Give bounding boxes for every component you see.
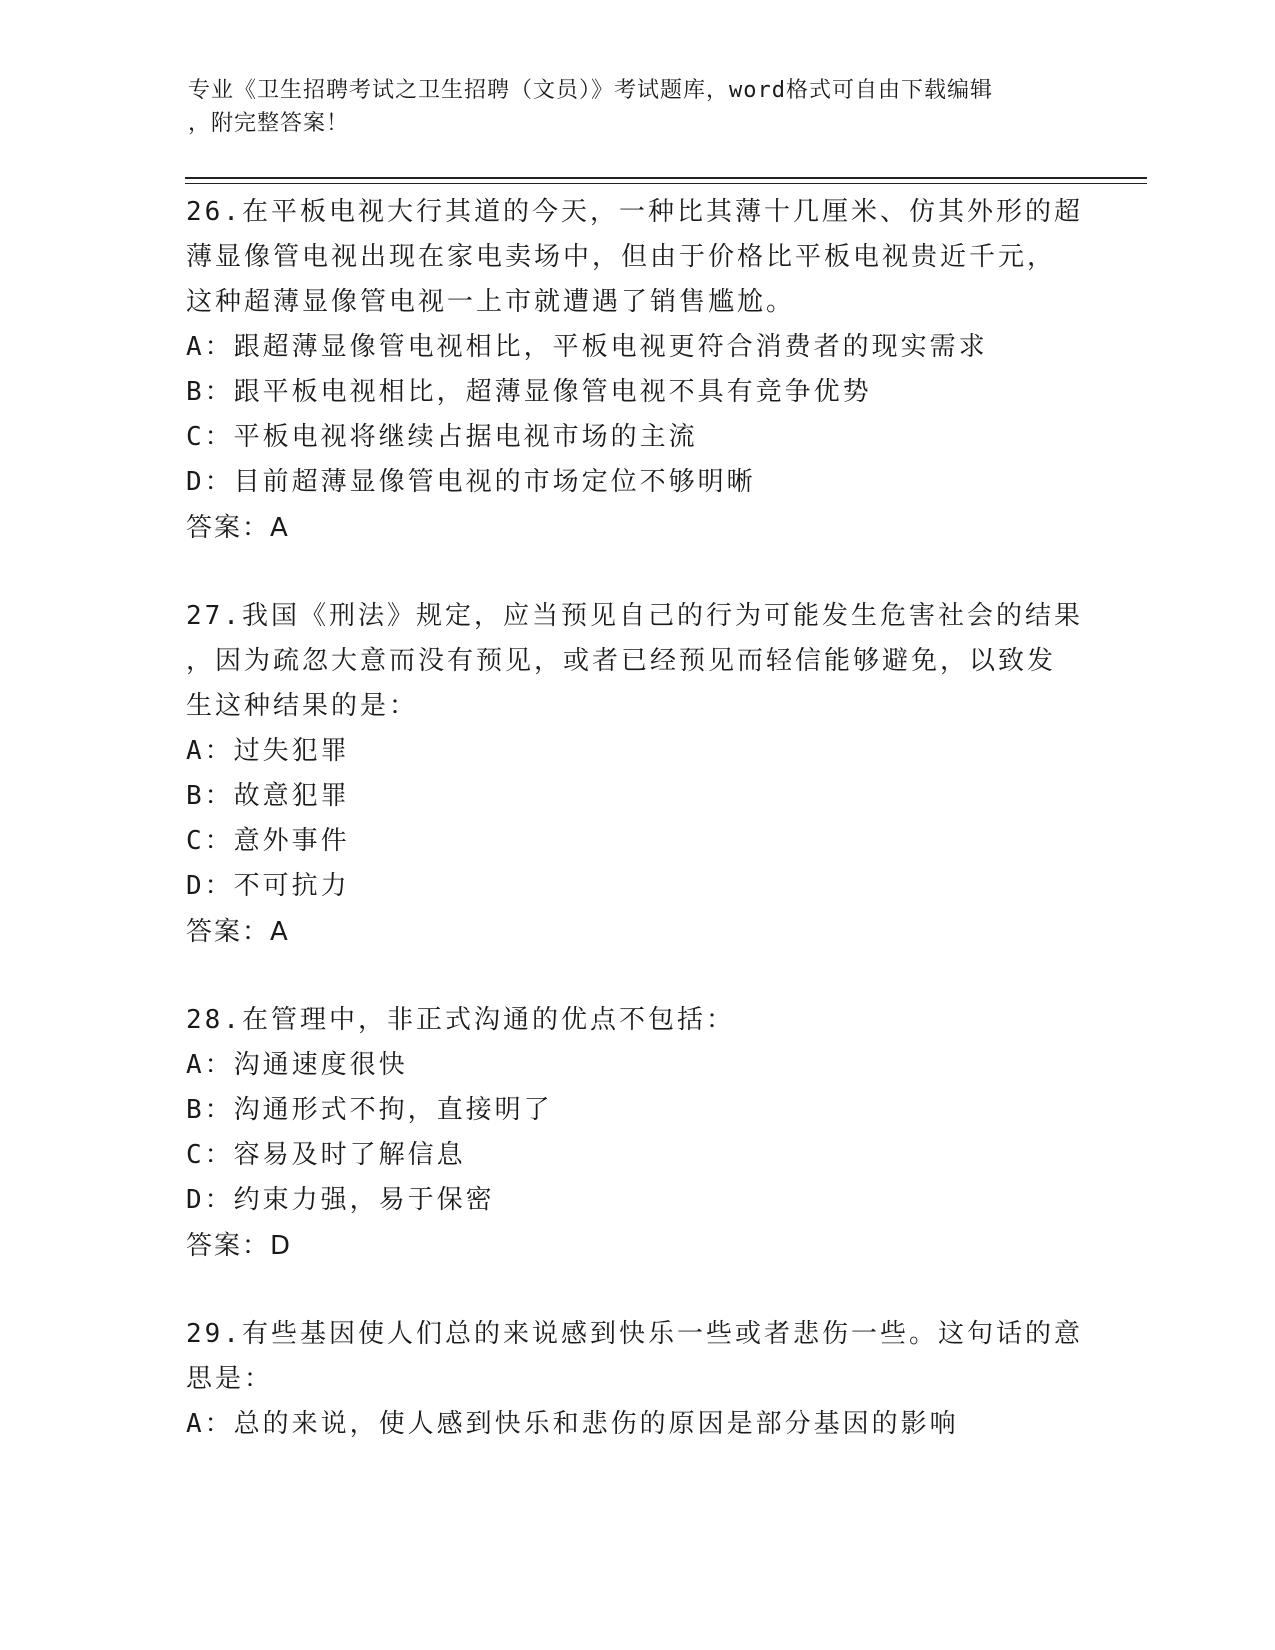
question-stem-line: 29.有些基因使人们总的来说感到快乐一些或者悲伤一些。这句话的意 [186, 1319, 1083, 1349]
question-stem-line: ，因为疏忽大意而没有预见，或者已经预见而轻信能够避免，以致发 [186, 646, 1057, 676]
option-a: A：沟通速度很快 [186, 1050, 408, 1080]
page-header [188, 74, 1068, 140]
question-stem-line: 薄显像管电视出现在家电卖场中，但由于价格比平板电视贵近千元， [186, 242, 1057, 272]
header-line-2: ，附完整答案！ [188, 111, 350, 136]
question-27 [186, 594, 1086, 955]
answer-label: 答案：A [186, 917, 290, 947]
question-stem-line: 26.在平板电视大行其道的今天，一种比其薄十几厘米、仿其外形的超 [186, 197, 1083, 227]
question-stem-line: 28.在管理中，非正式沟通的优点不包括： [186, 1005, 735, 1035]
question-28 [186, 998, 1086, 1269]
question-29 [186, 1312, 1086, 1447]
question-stem-line: 思是： [186, 1364, 274, 1394]
question-list [186, 190, 1086, 1490]
question-stem-line: 这种超薄显像管电视一上市就遭遇了销售尴尬。 [186, 287, 796, 317]
option-b: B：沟通形式不拘，直接明了 [186, 1095, 553, 1125]
question-stem-line: 27.我国《刑法》规定，应当预见自己的行为可能发生危害社会的结果 [186, 601, 1083, 631]
option-c: C：容易及时了解信息 [186, 1140, 466, 1170]
header-line-1: 专业《卫生招聘考试之卫生招聘（文员）》考试题库，word格式可自由下载编辑 [188, 78, 993, 103]
header-rule-thin [185, 183, 1147, 184]
answer-label: 答案：D [186, 1231, 293, 1261]
option-a: A：跟超薄显像管电视相比，平板电视更符合消费者的现实需求 [186, 332, 988, 362]
answer-label: 答案：A [186, 513, 290, 543]
question-26 [186, 190, 1086, 551]
option-d: D：不可抗力 [186, 871, 350, 901]
header-rule-thick [185, 177, 1147, 179]
option-d: D：约束力强，易于保密 [186, 1185, 495, 1215]
option-b: B：故意犯罪 [186, 781, 350, 811]
option-b: B：跟平板电视相比，超薄显像管电视不具有竞争优势 [186, 377, 872, 407]
option-c: C：意外事件 [186, 826, 350, 856]
option-a: A：过失犯罪 [186, 736, 350, 766]
option-a: A：总的来说，使人感到快乐和悲伤的原因是部分基因的影响 [186, 1409, 959, 1439]
option-d: D：目前超薄显像管电视的市场定位不够明晰 [186, 467, 756, 497]
question-stem-line: 生这种结果的是： [186, 691, 419, 721]
option-c: C：平板电视将继续占据电视市场的主流 [186, 422, 698, 452]
